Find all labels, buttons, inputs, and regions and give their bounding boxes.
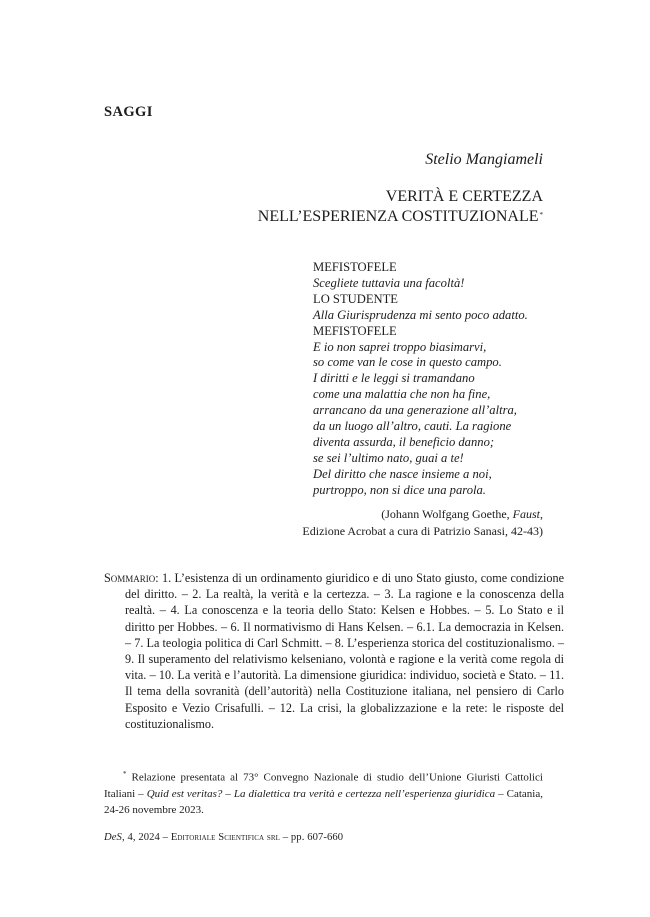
citation-line-2: Edizione Acrobat a cura di Patrizio Sanasi, 42-43) — [302, 523, 543, 538]
footnote-mark: * — [123, 770, 127, 778]
poem-verse: I diritti e le leggi si tramandano — [313, 371, 475, 386]
footer-issue: , 4, 2024 – — [121, 832, 171, 843]
footnote-text-end: – Catania, 24-26 novembre 2023. — [104, 787, 543, 816]
page-footer — [104, 832, 343, 843]
summary-text: : 1. L’esistenza di un ordinamento giuridico e di uno Stato giusto, come condizione del diritto. – 2. La realtà, la verità e la certezza. – 3. La ragione e la conoscenza della realtà. – 4. La conoscenza e la teoria dello Stato: Kelsen e Hobbes. – 5. Lo Stato e il diritto per Hobbes. – 6. Il normativismo di Hans Kelsen. – 6.1. La democrazia in Kelsen. – 7. La teologia politica di Carl Schmitt. – 8. L’esperienza storica del costituzionalismo. – 9. Il superamento del relativismo kelseniano, volontà e ragione e la verità come regola di vita. – 10. La verità e l’autorità. La dimensione giuridica: individuo, società e Stato. – 11. Il tema della sovranità (dell’autorità) nella Costituzione italiana, nel pensiero di Carlo Esposito e Vezio Crisafulli. – 12. La crisi, la globalizzazione e la rete: le risposte del costituzionalismo. — [125, 571, 564, 731]
summary-paragraph — [104, 570, 564, 732]
poem-verse: purtroppo, non si dice una parola. — [313, 482, 486, 497]
title-footnote-mark: * — [539, 211, 543, 219]
poem-verse: se sei l’ultimo nato, guai a te! — [313, 450, 464, 465]
poem-verse: Del diritto che nasce insieme a noi, — [313, 466, 492, 481]
poem-verse: arrancano da una generazione all’altra, — [313, 403, 517, 418]
poem-verse: diventa assurda, il beneficio danno; — [313, 434, 495, 449]
footnote-italic-title: Quid est veritas? – La dialettica tra verità e certezza nell’esperienza giuridica — [146, 787, 496, 800]
footnote — [104, 766, 543, 818]
epigraph-poem — [313, 260, 553, 499]
title-line-2 — [123, 207, 543, 227]
citation-work-title: Faust — [512, 507, 540, 521]
citation-prefix: (Johann Wolfgang Goethe, — [381, 507, 513, 521]
poem-line: Scegliete tuttavia una facoltà! — [313, 275, 465, 290]
poem-speaker: MEFISTOFELE — [313, 323, 397, 338]
footer-journal: DeS — [104, 832, 122, 843]
footnote-text: Relazione presentata al 73° Convegno Nazionale di studio dell’Unione Giuristi Cattolici Italiani – — [104, 771, 543, 800]
poem-speaker: LO STUDENTE — [313, 291, 398, 306]
citation-line-1 — [213, 506, 543, 523]
article-title — [123, 187, 543, 227]
poem-verse: come una malattia che non ha fine, — [313, 387, 491, 402]
title-line-2-text: NELL’ESPERIENZA COSTITUZIONALE — [257, 208, 539, 225]
author-name: Stelio Mangiameli — [425, 151, 543, 168]
citation-suffix: , — [540, 507, 543, 521]
title-line-1: VERITÀ E CERTEZZA — [385, 188, 543, 205]
epigraph-citation — [213, 506, 543, 539]
poem-verse: so come van le cose in questo campo. — [313, 355, 502, 370]
poem-line: Alla Giurisprudenza mi sento poco adatto. — [313, 307, 528, 322]
poem-speaker: MEFISTOFELE — [313, 260, 397, 274]
summary-label: Sommario — [104, 571, 156, 585]
poem-verse: da un luogo all’altro, cauti. La ragione — [313, 419, 512, 434]
section-label: SAGGI — [104, 104, 153, 120]
poem-verse: E io non saprei troppo biasimarvi, — [313, 339, 487, 354]
footer-pages: – pp. 607-660 — [280, 832, 344, 843]
footer-publisher: Editoriale Scientifica srl — [170, 832, 281, 843]
